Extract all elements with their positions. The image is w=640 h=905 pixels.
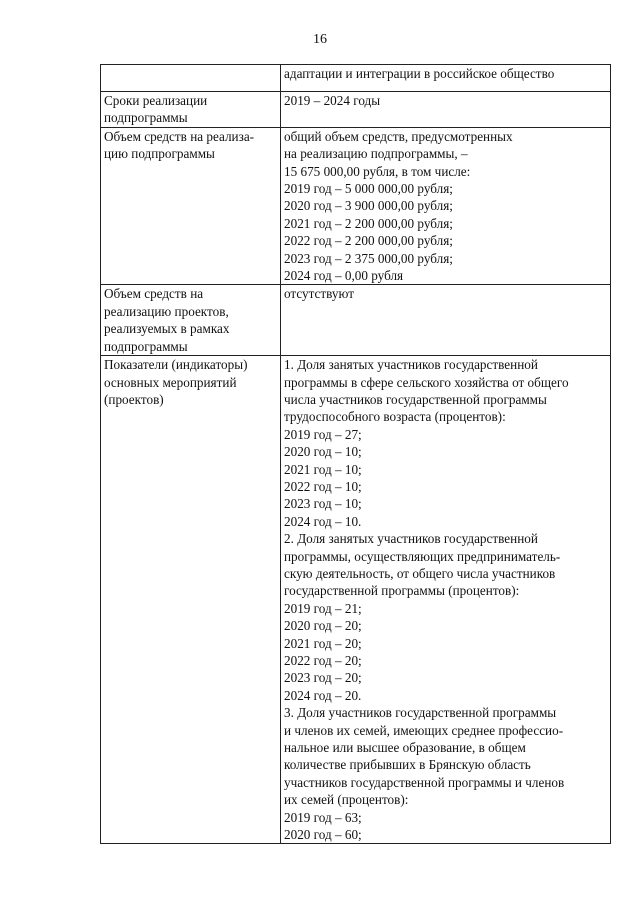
value-line: 2024 год – 10. <box>284 513 362 529</box>
value-line: 2019 год – 63; <box>284 809 362 825</box>
row-value-cell <box>281 127 611 285</box>
value-line: программы в сфере сельского хозяйства от общего <box>284 374 569 390</box>
value-line: 2024 год – 20. <box>284 687 362 703</box>
row-value-cell <box>281 65 611 92</box>
row-label-cell <box>101 127 281 285</box>
label-line: Сроки реализации <box>104 93 208 108</box>
table-row <box>101 127 611 285</box>
label-line: основных мероприятий <box>104 374 237 390</box>
value-line: 2020 год – 20; <box>284 618 362 634</box>
value-line: 2023 год – 2 375 000,00 рубля; <box>284 250 453 266</box>
value-line: числа участников государственной программы <box>284 391 547 407</box>
value-line: адаптации и интеграции в российское общество <box>284 66 555 81</box>
value-line: 2022 год – 10; <box>284 478 362 494</box>
value-line: 2019 год – 5 000 000,00 рубля; <box>284 181 453 197</box>
value-line: на реализацию подпрограммы, – <box>284 146 468 162</box>
value-line: 2020 год – 60; <box>284 827 362 843</box>
value-line: 2022 год – 20; <box>284 653 362 668</box>
label-line: Объем средств на <box>104 286 204 302</box>
value-line: 2019 – 2024 годы <box>284 93 381 108</box>
value-line: участников государственной программы и членов <box>284 774 565 790</box>
table-row <box>101 65 611 92</box>
value-line: и членов их семей, имеющих среднее профессио- <box>284 722 564 738</box>
value-line: 2020 год – 10; <box>284 444 362 460</box>
value-line: 15 675 000,00 рубля, в том числе: <box>284 163 471 179</box>
label-line: Объем средств на реализа- <box>104 128 255 144</box>
value-line: 2. Доля занятых участников государственной <box>284 531 538 547</box>
label-line: подпрограммы <box>104 338 188 354</box>
label-line: (проектов) <box>104 391 164 407</box>
value-line: трудоспособного возраста (процентов): <box>284 409 506 425</box>
value-line: 2021 год – 2 200 000,00 рубля; <box>284 215 453 231</box>
label-line: Показатели (индикаторы) <box>104 357 248 373</box>
value-line: 2023 год – 10; <box>284 496 362 512</box>
row-label-cell <box>101 92 281 128</box>
value-line: 2021 год – 20; <box>284 635 362 651</box>
row-value-cell <box>281 285 611 356</box>
value-line: их семей (процентов): <box>284 792 409 808</box>
value-line: 2021 год – 10; <box>284 461 362 477</box>
passport-table <box>100 64 611 844</box>
row-label-cell <box>101 356 281 844</box>
value-line: 2019 год – 27; <box>284 426 362 442</box>
value-line: количестве прибывших в Брянскую область <box>284 757 531 773</box>
row-label-cell <box>101 65 281 92</box>
label-line: реализацию проектов, <box>104 303 229 319</box>
value-line: скую деятельность, от общего числа участников <box>284 565 556 581</box>
value-line: 2019 год – 21; <box>284 600 362 616</box>
table-row <box>101 92 611 128</box>
value-line: нальное или высшее образование, в общем <box>284 740 526 756</box>
value-line: общий объем средств, предусмотренных <box>284 128 513 144</box>
value-line: программы, осуществляющих предприниматель- <box>284 548 561 564</box>
row-value-cell <box>281 356 611 844</box>
value-line: 3. Доля участников государственной программы <box>284 705 557 721</box>
table-row <box>101 285 611 356</box>
value-line: 1. Доля занятых участников государственной <box>284 357 538 373</box>
label-line: реализуемых в рамках <box>104 321 230 337</box>
value-line: 2024 год – 0,00 рубля <box>284 268 404 284</box>
row-label-cell <box>101 285 281 356</box>
table-row <box>101 356 611 844</box>
value-line: 2022 год – 2 200 000,00 рубля; <box>284 233 453 249</box>
value-line: 2020 год – 3 900 000,00 рубля; <box>284 198 453 214</box>
value-line: государственной программы (процентов): <box>284 583 520 599</box>
value-line: отсутствуют <box>284 286 354 302</box>
row-value-cell <box>281 92 611 128</box>
label-line: подпрограммы <box>104 110 188 126</box>
page-number: 16 <box>313 32 327 47</box>
label-line: цию подпрограммы <box>104 146 215 162</box>
value-line: 2023 год – 20; <box>284 670 362 686</box>
